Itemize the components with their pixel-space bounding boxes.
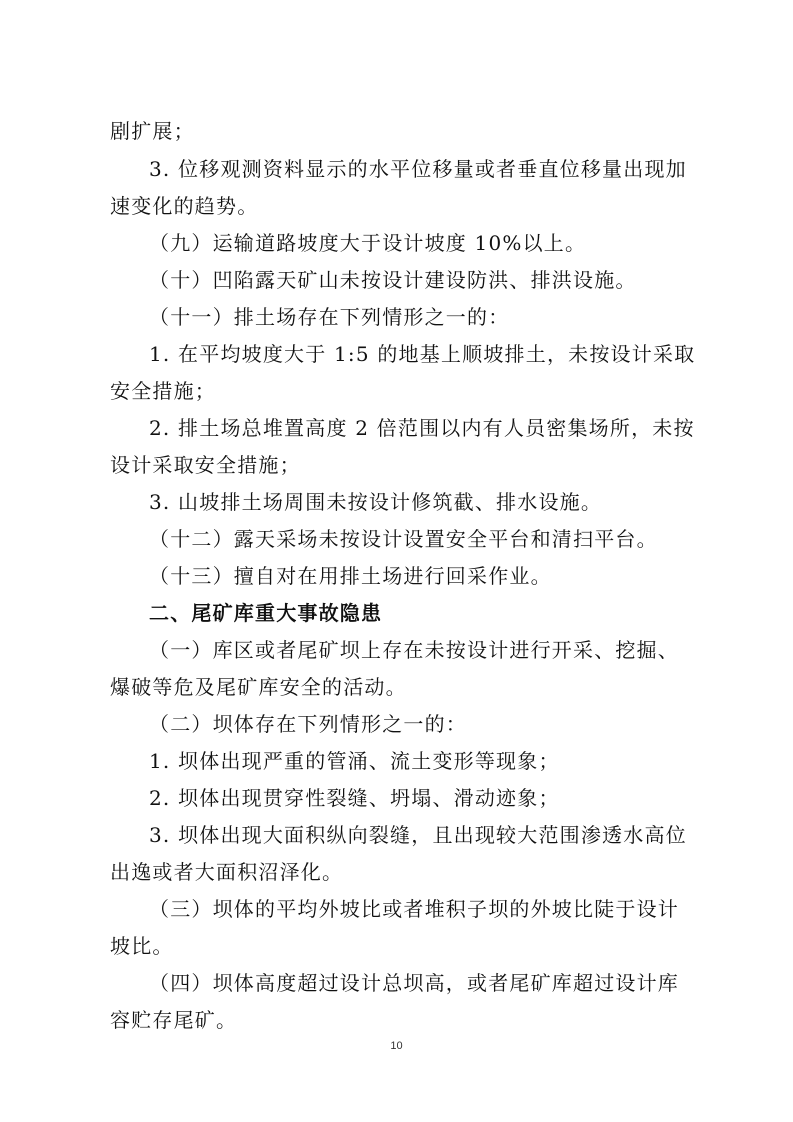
text-line-11: 3. 山坡排土场周围未按设计修筑截、排水设施。: [149, 490, 603, 514]
text-line-13: （十三）擅自对在用排土场进行回采作业。: [149, 564, 552, 588]
text-line-17: （二）坝体存在下列情形之一的：: [149, 712, 467, 736]
page-number: 10: [390, 1040, 403, 1052]
text-line-5: （十）凹陷露天矿山未按设计建设防洪、排洪设施。: [149, 268, 637, 292]
text-line-12: （十二）露天采场未按设计设置安全平台和清扫平台。: [149, 527, 658, 551]
text-line-4: （九）运输道路坡度大于设计坡度 10%以上。: [149, 231, 587, 255]
text-line-7: 1. 在平均坡度大于 1:5 的地基上顺坡排土，未按设计采取: [149, 342, 696, 366]
text-line-3: 速变化的趋势。: [110, 194, 259, 218]
text-line-16: 爆破等危及尾矿库安全的活动。: [110, 675, 407, 699]
text-line-10: 设计采取安全措施；: [110, 453, 301, 477]
text-line-19: 2. 坝体出现贯穿性裂缝、坍塌、滑动迹象；: [149, 786, 560, 810]
text-line-9: 2. 排土场总堆置高度 2 倍范围以内有人员密集场所，未按: [149, 416, 695, 440]
text-line-18: 1. 坝体出现严重的管涌、流土变形等现象；: [149, 749, 560, 773]
text-line-21: 出逸或者大面积沼泽化。: [110, 860, 344, 884]
text-line-6: （十一）排土场存在下列情形之一的：: [149, 305, 510, 329]
text-line-8: 安全措施；: [110, 379, 216, 403]
section-heading: 二、尾矿库重大事故隐患: [149, 601, 383, 625]
text-line-24: （四）坝体高度超过设计总坝高，或者尾矿库超过设计库: [149, 971, 679, 995]
text-line-23: 坡比。: [110, 934, 174, 958]
text-line-15: （一）库区或者尾矿坝上存在未按设计进行开采、挖掘、: [149, 638, 679, 662]
text-line-1: 剧扩展；: [110, 119, 195, 143]
text-line-25: 容贮存尾矿。: [110, 1008, 238, 1032]
text-line-2: 3. 位移观测资料显示的水平位移量或者垂直位移量出现加: [149, 157, 687, 181]
text-line-20: 3. 坝体出现大面积纵向裂缝，且出现较大范围渗透水高位: [149, 823, 687, 847]
text-line-22: （三）坝体的平均外坡比或者堆积子坝的外坡比陡于设计: [149, 897, 679, 921]
